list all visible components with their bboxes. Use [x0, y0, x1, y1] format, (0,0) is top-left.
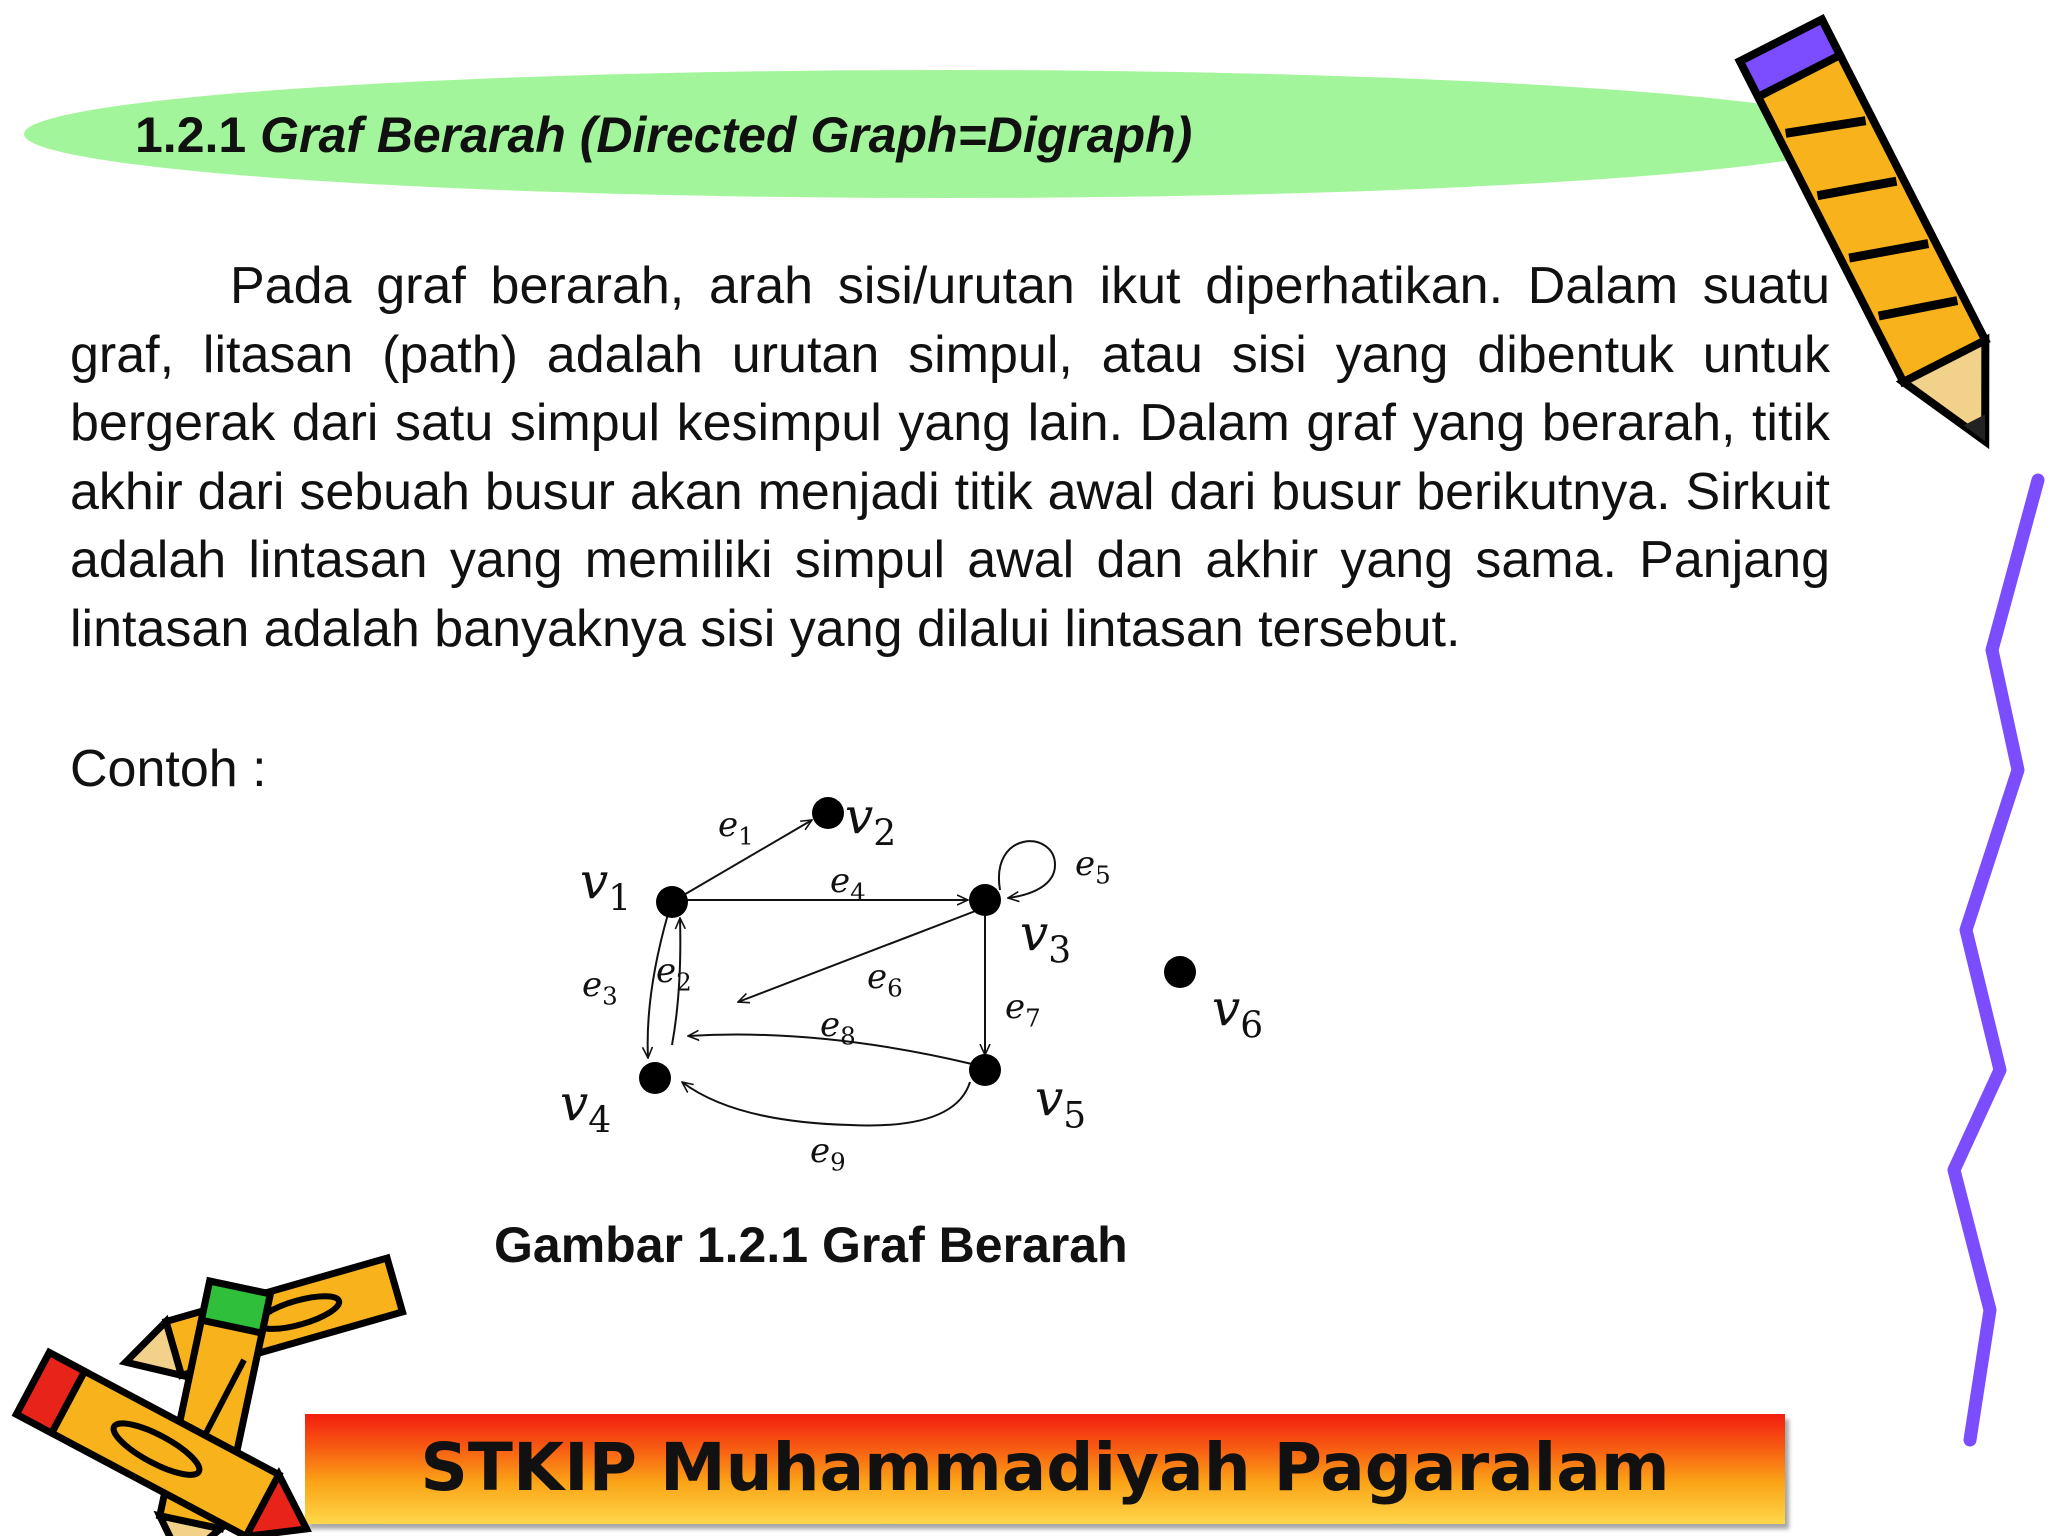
- edge-e9: [682, 1082, 970, 1125]
- edge-label-e9: $e_9$: [810, 1131, 846, 1177]
- body-paragraph: [70, 252, 1830, 664]
- section-number: 1.2.1: [135, 107, 247, 163]
- edge-e5: [999, 841, 1055, 898]
- vertex-v3: [969, 884, 1001, 916]
- vertex-label-v1: $v_1$: [580, 852, 632, 920]
- edge-e6: [738, 910, 978, 1002]
- edge-label-e6: $e_6$: [867, 957, 903, 1003]
- vertex-label-v4: $v_4$: [560, 1074, 612, 1142]
- vertex-label-v3: $v_3$: [1020, 904, 1072, 972]
- vertex-label-v6: $v_6$: [1212, 979, 1264, 1047]
- vertex-v5: [969, 1054, 1001, 1086]
- example-label: Contoh :: [70, 740, 267, 798]
- pencil-icon: [1730, 8, 2030, 488]
- edge-label-e2: $e_2$: [656, 951, 692, 997]
- section-title-text: Graf Berarah (Directed Graph=Digraph): [260, 107, 1193, 163]
- vertex-label-v2: $v_2$: [845, 787, 897, 855]
- section-title: [135, 104, 1192, 166]
- pencil-cluster-icon: [0, 1240, 420, 1536]
- vertex-v2: [812, 797, 844, 829]
- vertex-v4: [639, 1062, 671, 1094]
- figure-caption: Gambar 1.2.1 Graf Berarah: [494, 1217, 1128, 1273]
- edge-label-e8: $e_8$: [820, 1005, 856, 1051]
- squiggle-decoration: [1930, 470, 2048, 1450]
- vertex-v6: [1164, 956, 1196, 988]
- directed-graph-figure: [520, 770, 1320, 1190]
- edge-label-e5: $e_5$: [1075, 844, 1111, 890]
- vertex-label-v5: $v_5$: [1035, 1069, 1087, 1137]
- edge-label-e1: $e_1$: [718, 805, 754, 851]
- footer-text: STKIP Muhammadiyah Pagaralam: [420, 1429, 1670, 1506]
- vertex-v1: [656, 886, 688, 918]
- body-paragraph-text: Pada graf berarah, arah sisi/urutan ikut diperhatikan. Dalam suatu graf, litasan (path) adalah urutan simpul, atau sisi yang dibentuk untuk bergerak dari satu simpul kesimpul yang lain. Dalam graf yang berarah, titik akhir dari sebuah busur akan menjadi titik awal dari busur berikutnya. Sirkuit adalah lintasan yang memiliki simpul awal dan akhir yang sama. Panjang lintasan adalah banyaknya sisi yang dilalui lintasan tersebut.: [70, 257, 1830, 658]
- edge-label-e4: $e_4$: [830, 861, 866, 907]
- edge-label-e3: $e_3$: [582, 965, 618, 1011]
- edge-label-e7: $e_7$: [1005, 987, 1041, 1033]
